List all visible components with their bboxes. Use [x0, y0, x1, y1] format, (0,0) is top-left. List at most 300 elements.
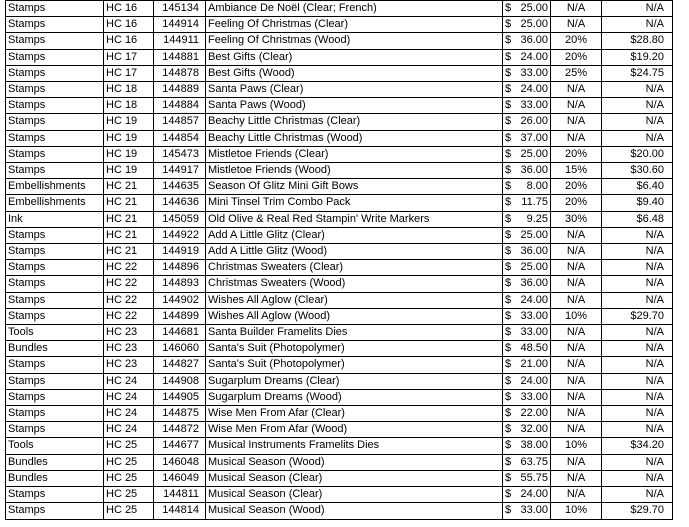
- price-amount: 36.00: [520, 164, 548, 177]
- sale-price-cell: $9.40: [602, 195, 673, 211]
- price-amount: 25.00: [520, 147, 548, 160]
- page-cell: HC 17: [104, 65, 154, 81]
- page-cell: HC 22: [104, 276, 154, 292]
- discount-cell: 10%: [551, 438, 602, 454]
- category-cell: Stamps: [6, 146, 104, 162]
- page-cell: HC 19: [104, 146, 154, 162]
- sale-price-cell: $30.60: [602, 163, 673, 179]
- table-row: [6, 454, 673, 470]
- category-cell: Stamps: [6, 82, 104, 98]
- discount-cell: N/A: [551, 276, 602, 292]
- discount-cell: N/A: [551, 260, 602, 276]
- page-cell: HC 19: [104, 114, 154, 130]
- sale-price-cell: N/A: [602, 244, 673, 260]
- table-row: [6, 292, 673, 308]
- table-row: [6, 487, 673, 503]
- page-cell: HC 19: [104, 130, 154, 146]
- table-row: [6, 341, 673, 357]
- item-number-cell: 144917: [154, 163, 206, 179]
- price-cell: [503, 49, 551, 65]
- page-cell: HC 25: [104, 470, 154, 486]
- discount-cell: N/A: [551, 292, 602, 308]
- description-cell: Christmas Sweaters (Wood): [206, 276, 503, 292]
- table-row: [6, 373, 673, 389]
- item-number-cell: 144881: [154, 49, 206, 65]
- table-row: [6, 389, 673, 405]
- page-cell: HC 24: [104, 373, 154, 389]
- price-cell: [503, 503, 551, 519]
- item-number-cell: 144889: [154, 82, 206, 98]
- item-number-cell: 144681: [154, 325, 206, 341]
- price-cell: [503, 33, 551, 49]
- currency-symbol: $: [505, 455, 512, 468]
- currency-symbol: $: [505, 115, 512, 128]
- price-cell: [503, 308, 551, 324]
- price-amount: 33.00: [520, 99, 548, 112]
- item-number-cell: 144827: [154, 357, 206, 373]
- category-cell: Stamps: [6, 114, 104, 130]
- page-cell: HC 16: [104, 33, 154, 49]
- category-cell: Stamps: [6, 163, 104, 179]
- currency-symbol: $: [505, 293, 512, 306]
- table-row: [6, 211, 673, 227]
- item-number-cell: 145059: [154, 211, 206, 227]
- page-cell: HC 25: [104, 438, 154, 454]
- description-cell: Wishes All Aglow (Clear): [206, 292, 503, 308]
- price-amount: 32.00: [520, 423, 548, 436]
- description-cell: Best Gifts (Wood): [206, 65, 503, 81]
- category-cell: Embellishments: [6, 179, 104, 195]
- page-cell: HC 24: [104, 389, 154, 405]
- page-cell: HC 25: [104, 487, 154, 503]
- item-number-cell: 144899: [154, 308, 206, 324]
- item-number-cell: 144905: [154, 389, 206, 405]
- item-number-cell: 144893: [154, 276, 206, 292]
- item-number-cell: 144896: [154, 260, 206, 276]
- description-cell: Musical Season (Clear): [206, 487, 503, 503]
- category-cell: Stamps: [6, 308, 104, 324]
- sale-price-cell: N/A: [602, 422, 673, 438]
- page-cell: HC 24: [104, 422, 154, 438]
- price-amount: 55.75: [520, 471, 548, 484]
- category-cell: Stamps: [6, 373, 104, 389]
- table-row: [6, 276, 673, 292]
- sale-price-cell: N/A: [602, 82, 673, 98]
- sale-price-cell: $6.48: [602, 211, 673, 227]
- currency-symbol: $: [505, 83, 512, 96]
- price-cell: [503, 373, 551, 389]
- item-number-cell: 144908: [154, 373, 206, 389]
- price-amount: 24.00: [520, 293, 548, 306]
- currency-symbol: $: [505, 277, 512, 290]
- table-row: [6, 179, 673, 195]
- currency-symbol: $: [505, 439, 512, 452]
- price-amount: 24.00: [520, 50, 548, 63]
- discount-cell: N/A: [551, 82, 602, 98]
- discount-cell: N/A: [551, 1, 602, 17]
- table-body: [6, 1, 673, 520]
- description-cell: Add A Little Glitz (Wood): [206, 244, 503, 260]
- currency-symbol: $: [505, 471, 512, 484]
- table-row: [6, 406, 673, 422]
- discount-cell: N/A: [551, 357, 602, 373]
- table-row: [6, 470, 673, 486]
- item-number-cell: 144857: [154, 114, 206, 130]
- sale-price-cell: N/A: [602, 276, 673, 292]
- item-number-cell: 144884: [154, 98, 206, 114]
- item-number-cell: 144811: [154, 487, 206, 503]
- page-cell: HC 16: [104, 1, 154, 17]
- price-cell: [503, 17, 551, 33]
- sale-price-cell: $20.00: [602, 146, 673, 162]
- page-cell: HC 22: [104, 260, 154, 276]
- category-cell: Stamps: [6, 244, 104, 260]
- price-cell: [503, 227, 551, 243]
- category-cell: Stamps: [6, 503, 104, 519]
- currency-symbol: $: [505, 245, 512, 258]
- price-amount: 21.00: [520, 358, 548, 371]
- page-cell: HC 21: [104, 211, 154, 227]
- price-cell: [503, 470, 551, 486]
- price-amount: 25.00: [520, 2, 548, 14]
- currency-symbol: $: [505, 212, 512, 225]
- description-cell: Musical Season (Clear): [206, 470, 503, 486]
- discount-cell: N/A: [551, 373, 602, 389]
- category-cell: Bundles: [6, 454, 104, 470]
- description-cell: Mistletoe Friends (Wood): [206, 163, 503, 179]
- price-cell: [503, 389, 551, 405]
- category-cell: Stamps: [6, 130, 104, 146]
- currency-symbol: $: [505, 196, 512, 209]
- currency-symbol: $: [505, 18, 512, 31]
- description-cell: Ambiance De Noël (Clear; French): [206, 1, 503, 17]
- table-row: [6, 260, 673, 276]
- category-cell: Stamps: [6, 65, 104, 81]
- currency-symbol: $: [505, 309, 512, 322]
- discount-cell: N/A: [551, 341, 602, 357]
- category-cell: Tools: [6, 325, 104, 341]
- description-cell: Sugarplum Dreams (Wood): [206, 389, 503, 405]
- category-cell: Stamps: [6, 487, 104, 503]
- discount-cell: N/A: [551, 422, 602, 438]
- description-cell: Santa Builder Framelits Dies: [206, 325, 503, 341]
- category-cell: Embellishments: [6, 195, 104, 211]
- item-number-cell: 146049: [154, 470, 206, 486]
- category-cell: Stamps: [6, 260, 104, 276]
- description-cell: Add A Little Glitz (Clear): [206, 227, 503, 243]
- price-amount: 22.00: [520, 407, 548, 420]
- discount-cell: N/A: [551, 487, 602, 503]
- currency-symbol: $: [505, 228, 512, 241]
- price-amount: 33.00: [520, 504, 548, 517]
- discount-cell: 20%: [551, 49, 602, 65]
- price-amount: 9.25: [526, 212, 548, 225]
- description-cell: Beachy Little Christmas (Wood): [206, 130, 503, 146]
- price-cell: [503, 65, 551, 81]
- discount-cell: 10%: [551, 308, 602, 324]
- price-cell: [503, 114, 551, 130]
- currency-symbol: $: [505, 488, 512, 501]
- discount-cell: 25%: [551, 65, 602, 81]
- currency-symbol: $: [505, 99, 512, 112]
- table-row: [6, 163, 673, 179]
- page-cell: HC 24: [104, 406, 154, 422]
- page-cell: HC 23: [104, 357, 154, 373]
- page-cell: HC 21: [104, 195, 154, 211]
- price-amount: 24.00: [520, 488, 548, 501]
- description-cell: Musical Instruments Framelits Dies: [206, 438, 503, 454]
- sale-price-cell: $28.80: [602, 33, 673, 49]
- price-cell: [503, 487, 551, 503]
- sale-price-cell: N/A: [602, 341, 673, 357]
- currency-symbol: $: [505, 147, 512, 160]
- page-cell: HC 25: [104, 503, 154, 519]
- price-cell: [503, 146, 551, 162]
- page-cell: HC 21: [104, 179, 154, 195]
- table-row: [6, 422, 673, 438]
- item-number-cell: 145134: [154, 1, 206, 17]
- sale-price-cell: N/A: [602, 98, 673, 114]
- item-number-cell: 144922: [154, 227, 206, 243]
- sale-price-cell: N/A: [602, 406, 673, 422]
- page-cell: HC 19: [104, 163, 154, 179]
- description-cell: Wishes All Aglow (Wood): [206, 308, 503, 324]
- sale-price-cell: N/A: [602, 130, 673, 146]
- currency-symbol: $: [505, 342, 512, 355]
- currency-symbol: $: [505, 66, 512, 79]
- description-cell: Musical Season (Wood): [206, 503, 503, 519]
- price-cell: [503, 1, 551, 17]
- page-cell: HC 21: [104, 244, 154, 260]
- item-number-cell: 144875: [154, 406, 206, 422]
- table-row: [6, 33, 673, 49]
- price-cell: [503, 260, 551, 276]
- price-amount: 26.00: [520, 115, 548, 128]
- price-cell: [503, 357, 551, 373]
- sale-price-cell: $29.70: [602, 308, 673, 324]
- table-row: [6, 1, 673, 17]
- price-amount: 33.00: [520, 309, 548, 322]
- description-cell: Christmas Sweaters (Clear): [206, 260, 503, 276]
- item-number-cell: 144919: [154, 244, 206, 260]
- discount-cell: 20%: [551, 195, 602, 211]
- price-amount: 63.75: [520, 455, 548, 468]
- price-amount: 11.75: [521, 196, 548, 209]
- item-number-cell: 145473: [154, 146, 206, 162]
- price-cell: [503, 341, 551, 357]
- table-row: [6, 17, 673, 33]
- page-cell: HC 16: [104, 17, 154, 33]
- item-number-cell: 144635: [154, 179, 206, 195]
- discount-cell: 20%: [551, 33, 602, 49]
- description-cell: Sugarplum Dreams (Clear): [206, 373, 503, 389]
- page-cell: HC 22: [104, 308, 154, 324]
- currency-symbol: $: [505, 164, 512, 177]
- category-cell: Stamps: [6, 357, 104, 373]
- category-cell: Tools: [6, 438, 104, 454]
- sale-price-cell: N/A: [602, 325, 673, 341]
- currency-symbol: $: [505, 50, 512, 63]
- price-cell: [503, 163, 551, 179]
- description-cell: Mistletoe Friends (Clear): [206, 146, 503, 162]
- description-cell: Santa Paws (Clear): [206, 82, 503, 98]
- price-amount: 33.00: [520, 66, 548, 79]
- category-cell: Stamps: [6, 49, 104, 65]
- item-number-cell: 144677: [154, 438, 206, 454]
- table-row: [6, 49, 673, 65]
- discount-cell: N/A: [551, 130, 602, 146]
- discount-cell: N/A: [551, 389, 602, 405]
- discount-cell: N/A: [551, 114, 602, 130]
- sale-price-cell: N/A: [602, 17, 673, 33]
- price-cell: [503, 325, 551, 341]
- price-amount: 48.50: [520, 342, 548, 355]
- price-cell: [503, 454, 551, 470]
- currency-symbol: $: [505, 131, 512, 144]
- discount-cell: N/A: [551, 325, 602, 341]
- price-amount: 33.00: [520, 390, 548, 403]
- price-amount: 33.00: [520, 326, 548, 339]
- price-cell: [503, 130, 551, 146]
- table-row: [6, 114, 673, 130]
- currency-symbol: $: [505, 407, 512, 420]
- price-amount: 25.00: [520, 261, 548, 274]
- page-cell: HC 18: [104, 82, 154, 98]
- category-cell: Stamps: [6, 276, 104, 292]
- price-amount: 36.00: [520, 277, 548, 290]
- currency-symbol: $: [505, 180, 512, 193]
- table-row: [6, 130, 673, 146]
- category-cell: Stamps: [6, 227, 104, 243]
- discount-cell: N/A: [551, 454, 602, 470]
- item-number-cell: 144872: [154, 422, 206, 438]
- table-row: [6, 65, 673, 81]
- page-cell: HC 22: [104, 292, 154, 308]
- currency-symbol: $: [505, 390, 512, 403]
- price-amount: 37.00: [520, 131, 548, 144]
- price-amount: 38.00: [520, 439, 548, 452]
- description-cell: Beachy Little Christmas (Clear): [206, 114, 503, 130]
- price-amount: 24.00: [520, 374, 548, 387]
- sale-price-cell: $24.75: [602, 65, 673, 81]
- sale-price-cell: $34.20: [602, 438, 673, 454]
- discount-cell: 30%: [551, 211, 602, 227]
- sale-price-cell: N/A: [602, 487, 673, 503]
- sale-price-cell: N/A: [602, 470, 673, 486]
- page-cell: HC 21: [104, 227, 154, 243]
- category-cell: Stamps: [6, 292, 104, 308]
- sale-price-cell: N/A: [602, 454, 673, 470]
- item-number-cell: 144854: [154, 130, 206, 146]
- sale-price-cell: N/A: [602, 292, 673, 308]
- description-cell: Santa's Suit (Photopolymer): [206, 357, 503, 373]
- description-cell: Santa Paws (Wood): [206, 98, 503, 114]
- price-amount: 8.00: [526, 180, 548, 193]
- table-row: [6, 98, 673, 114]
- item-number-cell: 144911: [154, 33, 206, 49]
- category-cell: Stamps: [6, 33, 104, 49]
- item-number-cell: 146048: [154, 454, 206, 470]
- page-cell: HC 25: [104, 454, 154, 470]
- price-cell: [503, 244, 551, 260]
- sale-price-cell: N/A: [602, 1, 673, 17]
- item-number-cell: 144914: [154, 17, 206, 33]
- price-amount: 36.00: [520, 245, 548, 258]
- table-row: [6, 503, 673, 519]
- price-amount: 25.00: [520, 18, 548, 31]
- table-row: [6, 325, 673, 341]
- sale-price-cell: $29.70: [602, 503, 673, 519]
- category-cell: Stamps: [6, 389, 104, 405]
- table-row: [6, 308, 673, 324]
- description-cell: Feeling Of Christmas (Clear): [206, 17, 503, 33]
- page-cell: HC 23: [104, 341, 154, 357]
- page-cell: HC 17: [104, 49, 154, 65]
- price-cell: [503, 179, 551, 195]
- price-cell: [503, 195, 551, 211]
- price-cell: [503, 82, 551, 98]
- currency-symbol: $: [505, 423, 512, 436]
- price-cell: [503, 211, 551, 227]
- description-cell: Santa's Suit (Photopolymer): [206, 341, 503, 357]
- category-cell: Bundles: [6, 470, 104, 486]
- sale-price-cell: N/A: [602, 260, 673, 276]
- description-cell: Musical Season (Wood): [206, 454, 503, 470]
- sale-price-cell: N/A: [602, 373, 673, 389]
- price-cell: [503, 98, 551, 114]
- price-amount: 36.00: [520, 34, 548, 47]
- discount-cell: N/A: [551, 244, 602, 260]
- discount-cell: N/A: [551, 227, 602, 243]
- table-row: [6, 357, 673, 373]
- item-number-cell: 144878: [154, 65, 206, 81]
- category-cell: Stamps: [6, 406, 104, 422]
- description-cell: Wise Men From Afar (Clear): [206, 406, 503, 422]
- page-cell: HC 18: [104, 98, 154, 114]
- category-cell: Stamps: [6, 98, 104, 114]
- currency-symbol: $: [505, 374, 512, 387]
- category-cell: Bundles: [6, 341, 104, 357]
- table-row: [6, 438, 673, 454]
- price-cell: [503, 406, 551, 422]
- item-number-cell: 144902: [154, 292, 206, 308]
- price-cell: [503, 276, 551, 292]
- description-cell: Wise Men From Afar (Wood): [206, 422, 503, 438]
- sale-price-cell: N/A: [602, 389, 673, 405]
- discount-cell: 20%: [551, 146, 602, 162]
- price-amount: 24.00: [520, 83, 548, 96]
- sale-price-cell: $19.20: [602, 49, 673, 65]
- discount-cell: 20%: [551, 179, 602, 195]
- item-number-cell: 144636: [154, 195, 206, 211]
- discount-cell: N/A: [551, 98, 602, 114]
- discount-cell: N/A: [551, 17, 602, 33]
- price-cell: [503, 292, 551, 308]
- discount-cell: N/A: [551, 406, 602, 422]
- category-cell: Stamps: [6, 422, 104, 438]
- discount-cell: 15%: [551, 163, 602, 179]
- table-row: [6, 82, 673, 98]
- description-cell: Season Of Glitz Mini Gift Bows: [206, 179, 503, 195]
- item-number-cell: 146060: [154, 341, 206, 357]
- currency-symbol: $: [505, 261, 512, 274]
- category-cell: Ink: [6, 211, 104, 227]
- description-cell: Feeling Of Christmas (Wood): [206, 33, 503, 49]
- price-amount: 25.00: [520, 228, 548, 241]
- sale-price-cell: N/A: [602, 227, 673, 243]
- currency-symbol: $: [505, 34, 512, 47]
- page-cell: HC 23: [104, 325, 154, 341]
